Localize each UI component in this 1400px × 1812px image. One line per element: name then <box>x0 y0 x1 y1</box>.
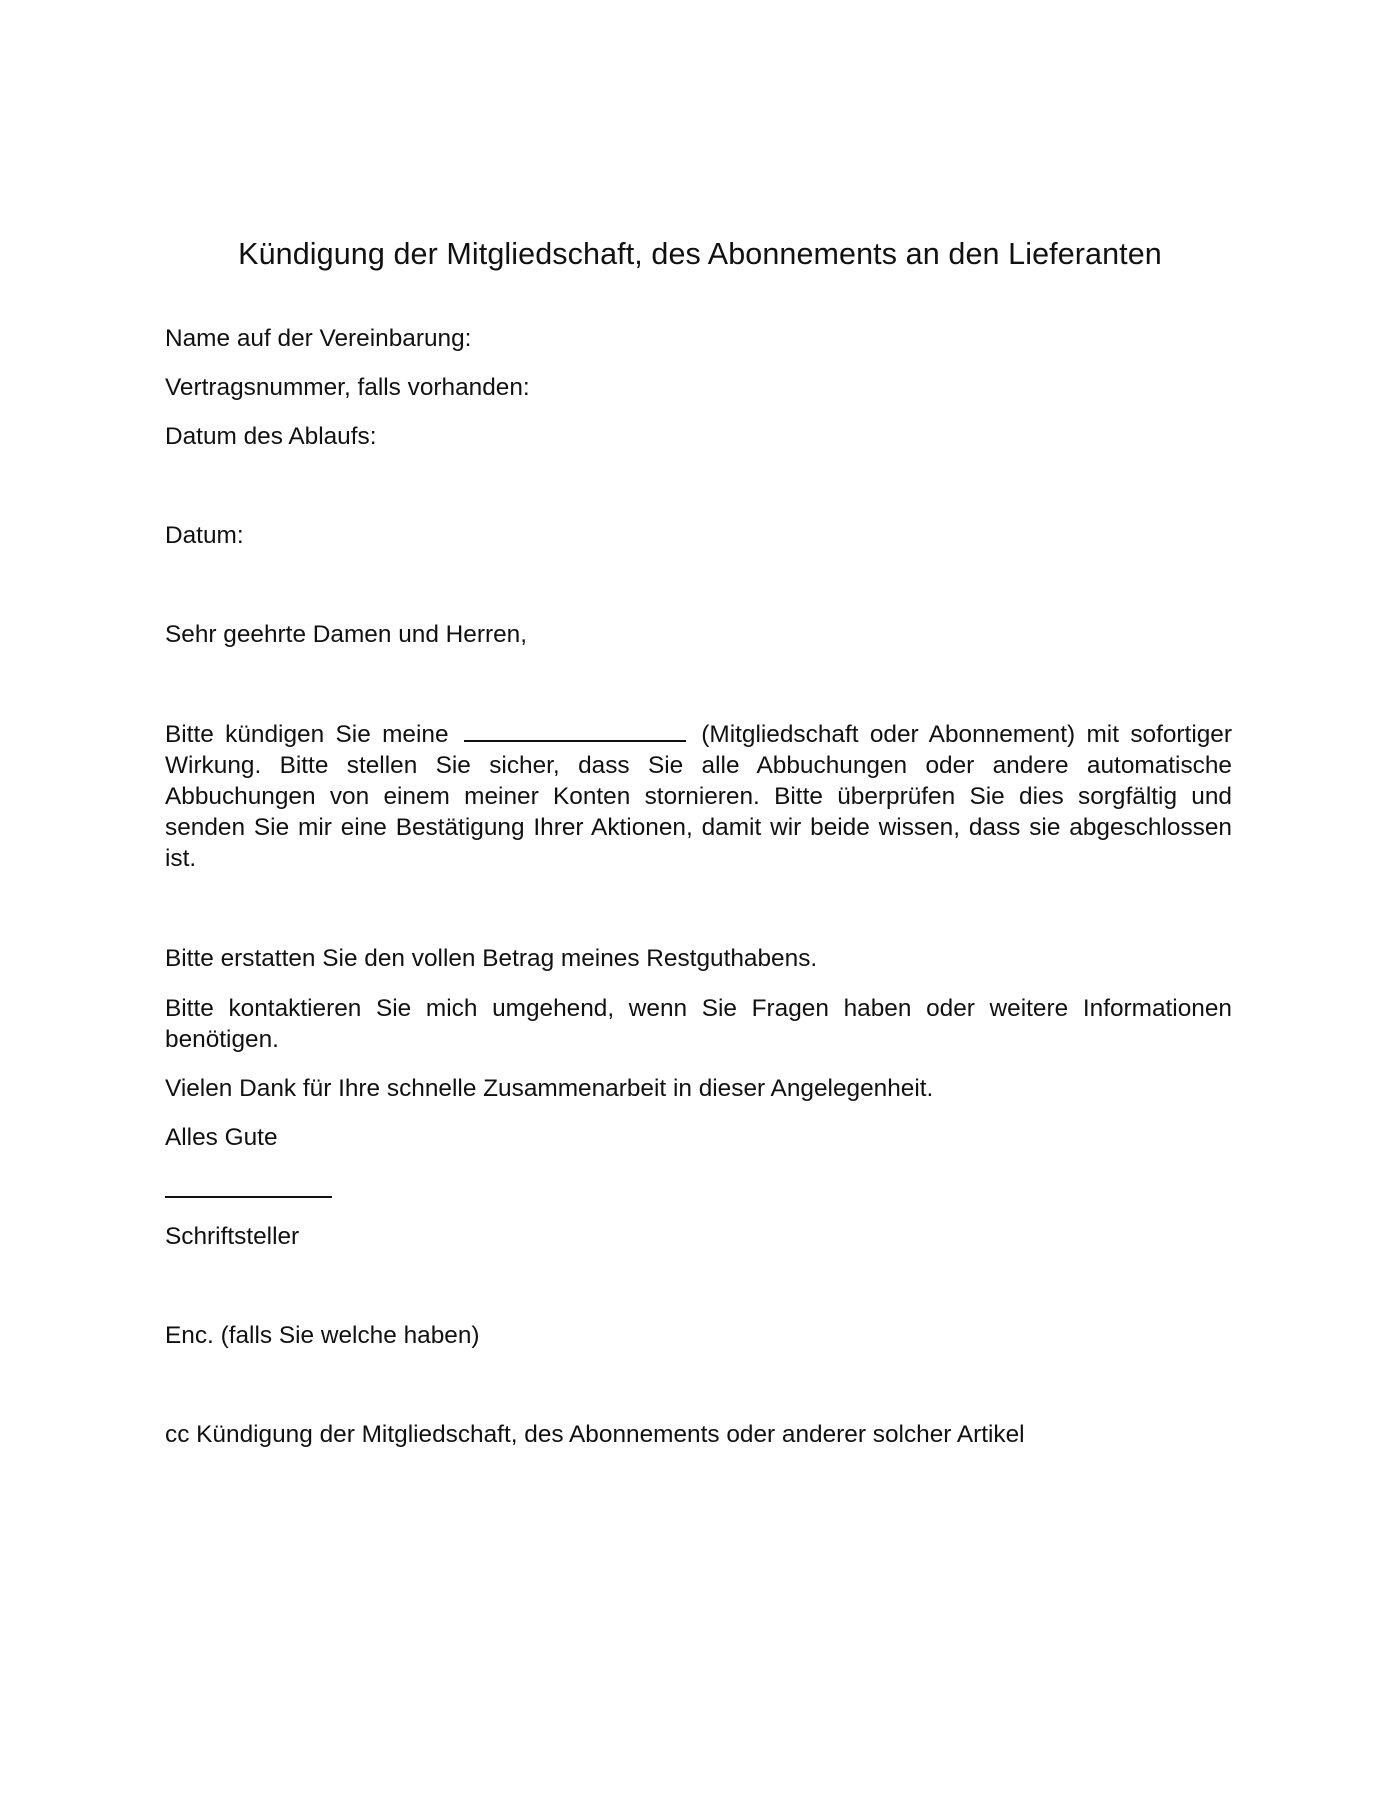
field-name-label: Name auf der Vereinbarung: <box>165 325 472 352</box>
document-title: Kündigung der Mitgliedschaft, des Abonnements an den Lieferanten <box>238 237 1162 271</box>
thanks-line: Vielen Dank für Ihre schnelle Zusammenarbeit in dieser Angelegenheit. <box>165 1075 934 1102</box>
refund-request: Bitte erstatten Sie den vollen Betrag meines Restguthabens. <box>165 945 818 972</box>
field-contract-number-label: Vertragsnummer, falls vorhanden: <box>165 374 530 401</box>
contact-request: Bitte kontaktieren Sie mich umgehend, wenn Sie Fragen haben oder weitere Informationen benötigen. <box>165 995 1232 1053</box>
salutation: Sehr geehrte Damen und Herren, <box>165 621 528 648</box>
body-paragraph-rest: (Mitgliedschaft oder Abonnement) mit sofortiger Wirkung. Bitte stellen Sie sicher, dass Sie alle Abbuchungen oder andere automatische Abbuchungen von einem meiner Konten stornieren. Bitte überprüfen Sie dies sorgfältig und senden Sie mir eine Bestätigung Ihrer Aktionen, damit wir beide wissen, dass sie abgeschlossen ist. <box>165 721 1232 872</box>
cc-note: cc Kündigung der Mitgliedschaft, des Abonnements oder anderer solcher Artikel <box>165 1421 1025 1448</box>
body-paragraph <box>165 718 1232 874</box>
closing: Alles Gute <box>165 1124 278 1151</box>
membership-blank-line <box>464 718 686 742</box>
signer-label: Schriftsteller <box>165 1223 300 1250</box>
field-date-label: Datum: <box>165 522 244 549</box>
field-expiry-date-label: Datum des Ablaufs: <box>165 423 377 450</box>
signature-line <box>165 1196 332 1198</box>
enclosure-note: Enc. (falls Sie welche haben) <box>165 1322 480 1349</box>
body-paragraph-start: Bitte kündigen Sie meine <box>165 721 449 748</box>
